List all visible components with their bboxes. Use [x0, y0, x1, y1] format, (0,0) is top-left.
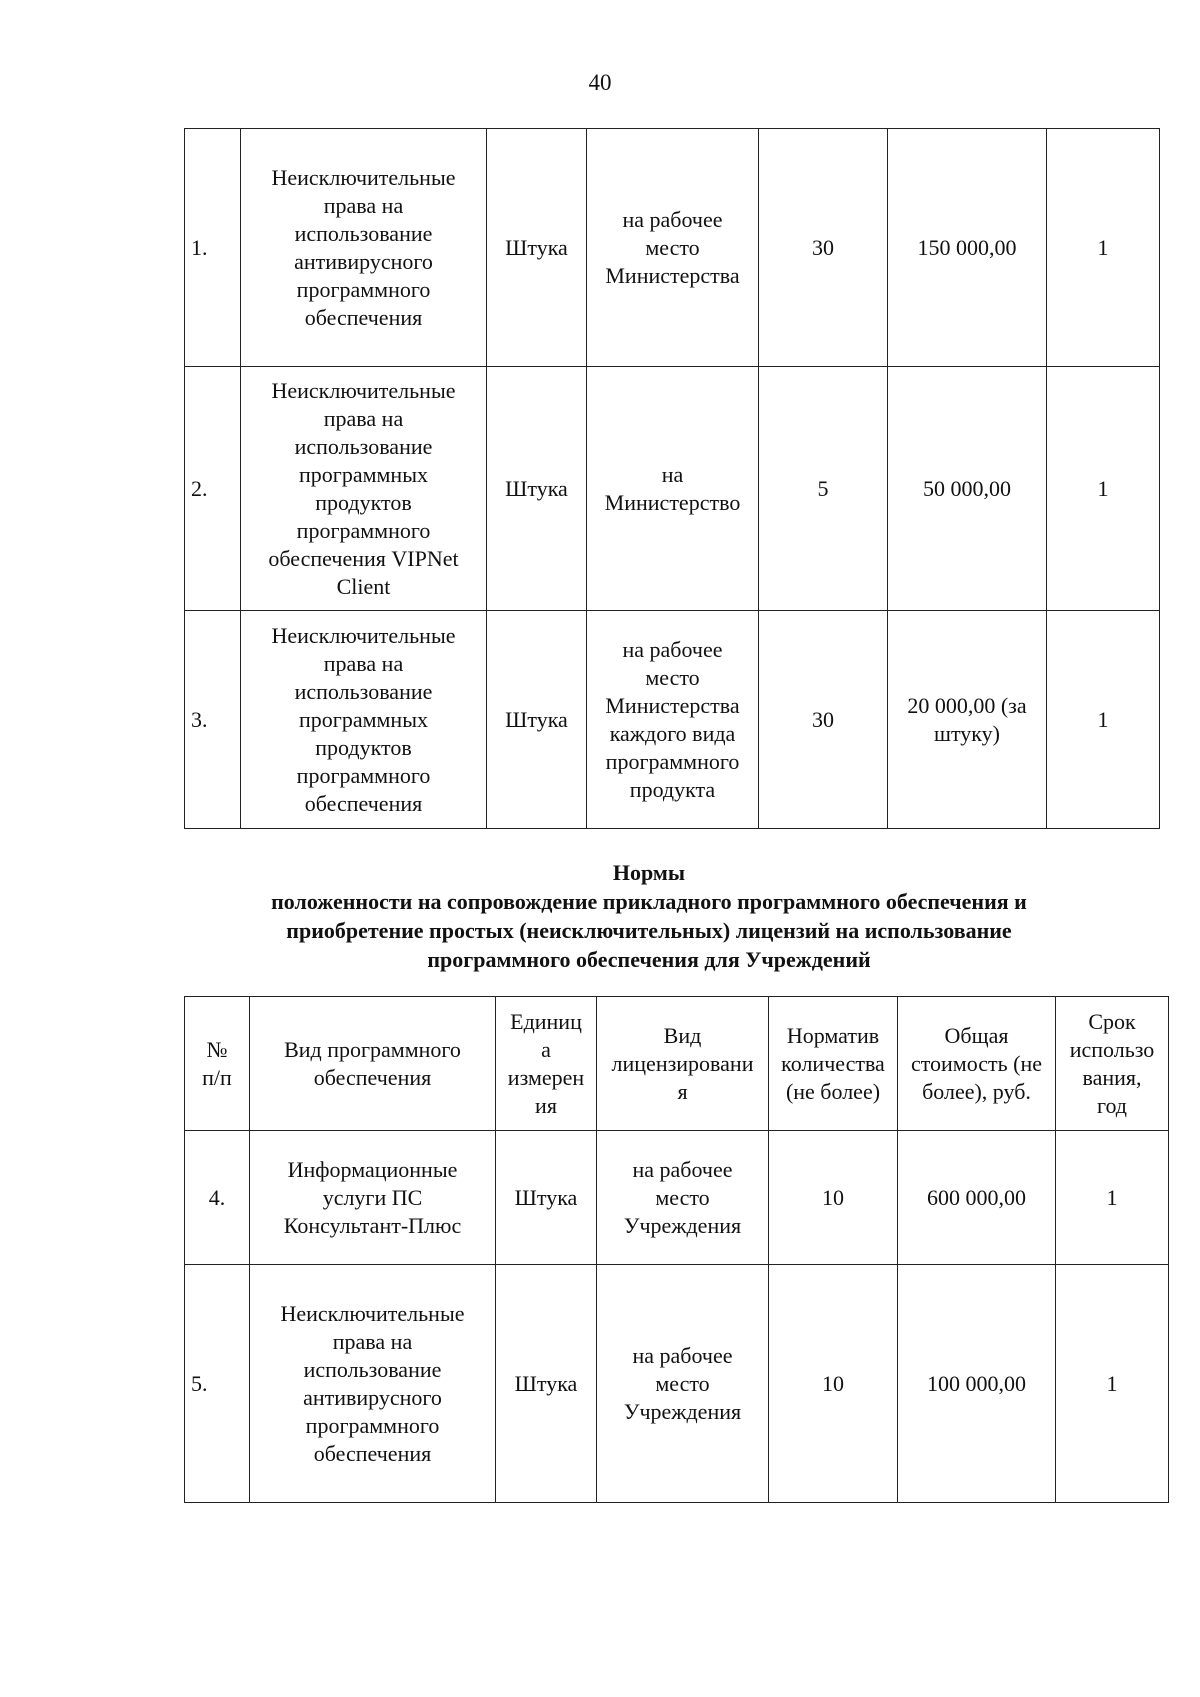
page-number: 40 [588, 70, 612, 95]
software-type-cell: Информационные услуги ПС Консультант-Плюс [250, 1131, 496, 1265]
license-type-cell: на рабочее место Министерства каждого вида программного продукта [587, 611, 759, 829]
row-number: 2. [185, 367, 241, 611]
cost-cell: 50 000,00 [888, 367, 1047, 611]
quantity-cell: 30 [759, 611, 888, 829]
header-number: № п/п [185, 997, 250, 1131]
term-cell: 1 [1056, 1131, 1169, 1265]
license-type-cell: на рабочее место Учреждения [597, 1265, 769, 1503]
quantity-cell: 10 [769, 1131, 898, 1265]
unit-cell: Штука [487, 611, 587, 829]
row-number: 5. [185, 1265, 250, 1503]
norms-table-institutions [184, 996, 1169, 1503]
table-row [185, 1265, 1169, 1503]
row-number: 4. [185, 1131, 250, 1265]
heading-line: приобретение простых (неисключительных) лицензий на использование [286, 918, 1012, 943]
header-unit: Единиц а измерен ия [496, 997, 597, 1131]
header-software-type: Вид программного обеспечения [250, 997, 496, 1131]
term-cell: 1 [1047, 129, 1160, 367]
header-cost: Общая стоимость (не более), руб. [898, 997, 1056, 1131]
cost-cell: 100 000,00 [898, 1265, 1056, 1503]
header-term: Срок использо вания, год [1056, 997, 1169, 1131]
license-type-cell: на рабочее место Учреждения [597, 1131, 769, 1265]
unit-cell: Штука [487, 129, 587, 367]
quantity-cell: 5 [759, 367, 888, 611]
table-row [185, 367, 1160, 611]
cost-cell: 20 000,00 (за штуку) [888, 611, 1047, 829]
license-type-cell: на Министерство [587, 367, 759, 611]
heading-title: Нормы [612, 860, 686, 885]
term-cell: 1 [1056, 1265, 1169, 1503]
term-cell: 1 [1047, 367, 1160, 611]
table-row [185, 129, 1160, 367]
unit-cell: Штука [487, 367, 587, 611]
row-number: 3. [185, 611, 241, 829]
header-quantity: Норматив количества (не более) [769, 997, 898, 1131]
software-type-cell: Неисключительные права на использование программных продуктов программного обеспечения VIPNet Client [241, 367, 487, 611]
heading-line: программного обеспечения для Учреждений [427, 947, 871, 972]
quantity-cell: 10 [769, 1265, 898, 1503]
table-row [185, 1131, 1169, 1265]
license-type-cell: на рабочее место Министерства [587, 129, 759, 367]
cost-cell: 150 000,00 [888, 129, 1047, 367]
software-type-cell: Неисключительные права на использование антивирусного программного обеспечения [250, 1265, 496, 1503]
table-header-row [185, 997, 1169, 1131]
row-number: 1. [185, 129, 241, 367]
unit-cell: Штука [496, 1131, 597, 1265]
norms-table-ministry [184, 128, 1160, 829]
table-row [185, 611, 1160, 829]
unit-cell: Штука [496, 1265, 597, 1503]
quantity-cell: 30 [759, 129, 888, 367]
software-type-cell: Неисключительные права на использование программных продуктов программного обеспечения [241, 611, 487, 829]
software-type-cell: Неисключительные права на использование антивирусного программного обеспечения [241, 129, 487, 367]
cost-cell: 600 000,00 [898, 1131, 1056, 1265]
heading-line: положенности на сопровождение прикладного программного обеспечения и [271, 889, 1027, 914]
header-license-type: Вид лицензировани я [597, 997, 769, 1131]
term-cell: 1 [1047, 611, 1160, 829]
section-heading [184, 858, 1114, 974]
